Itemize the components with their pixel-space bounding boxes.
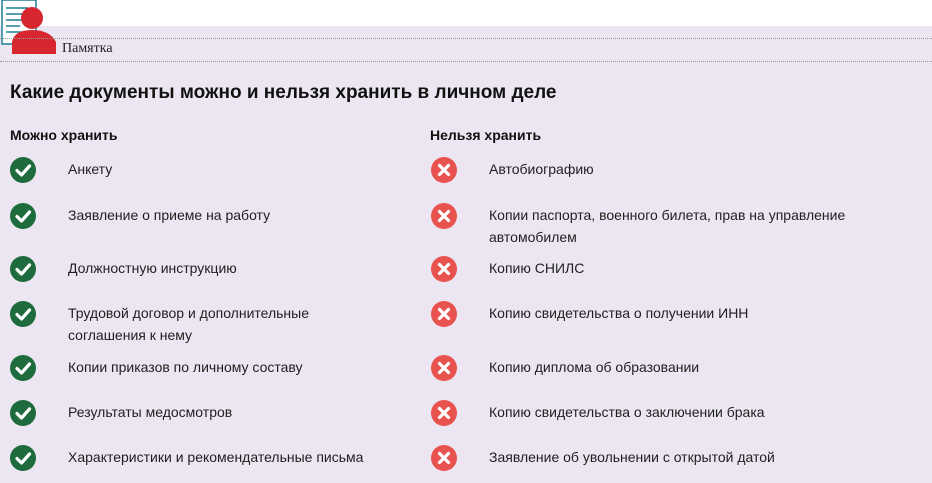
allowed-item-text: Копии приказов по личному составу xyxy=(68,359,303,375)
memo-label: Памятка xyxy=(62,41,113,56)
allowed-item-text: Трудовой договор и дополнительные соглашения к нему xyxy=(68,305,310,343)
forbidden-item-text: Копию свидетельства о получении ИНН xyxy=(489,305,749,321)
check-circle-icon xyxy=(10,400,36,426)
x-circle-icon xyxy=(431,203,457,229)
x-circle-icon xyxy=(431,445,457,471)
forbidden-heading: Нельзя хранить xyxy=(430,127,542,143)
check-circle-icon xyxy=(10,301,36,327)
check-circle-icon xyxy=(10,256,36,282)
forbidden-item-text: Автобиографию xyxy=(489,161,594,177)
x-circle-icon xyxy=(431,301,457,327)
allowed-item-text: Заявление о приеме на работу xyxy=(68,207,271,223)
x-circle-icon xyxy=(431,256,457,282)
allowed-item-text: Характеристики и рекомендательные письма xyxy=(68,449,364,465)
memo-logo-icon xyxy=(0,0,58,54)
forbidden-item-text: Заявление об увольнении с открытой датой xyxy=(489,449,775,465)
x-circle-icon xyxy=(431,355,457,381)
allowed-item-text: Должностную инструкцию xyxy=(68,260,237,276)
check-circle-icon xyxy=(10,203,36,229)
allowed-heading: Можно хранить xyxy=(10,127,118,143)
allowed-item-text: Анкету xyxy=(68,161,113,177)
x-circle-icon xyxy=(431,400,457,426)
forbidden-item-text: Копию СНИЛС xyxy=(489,260,585,276)
page-title: Какие документы можно и нельзя хранить в личном деле xyxy=(10,82,557,103)
allowed-item-text: Результаты медосмотров xyxy=(68,404,233,420)
forbidden-item-text: Копию диплома об образовании xyxy=(489,359,700,375)
forbidden-item-text: Копии паспорта, военного билета, прав на управление автомобилем xyxy=(489,207,846,245)
check-circle-icon xyxy=(10,445,36,471)
forbidden-item-text: Копию свидетельства о заключении брака xyxy=(489,404,765,420)
check-circle-icon xyxy=(10,355,36,381)
x-circle-icon xyxy=(431,157,457,183)
check-circle-icon xyxy=(10,157,36,183)
divider xyxy=(0,61,932,62)
scalloped-edge xyxy=(0,14,932,28)
divider xyxy=(0,38,932,39)
